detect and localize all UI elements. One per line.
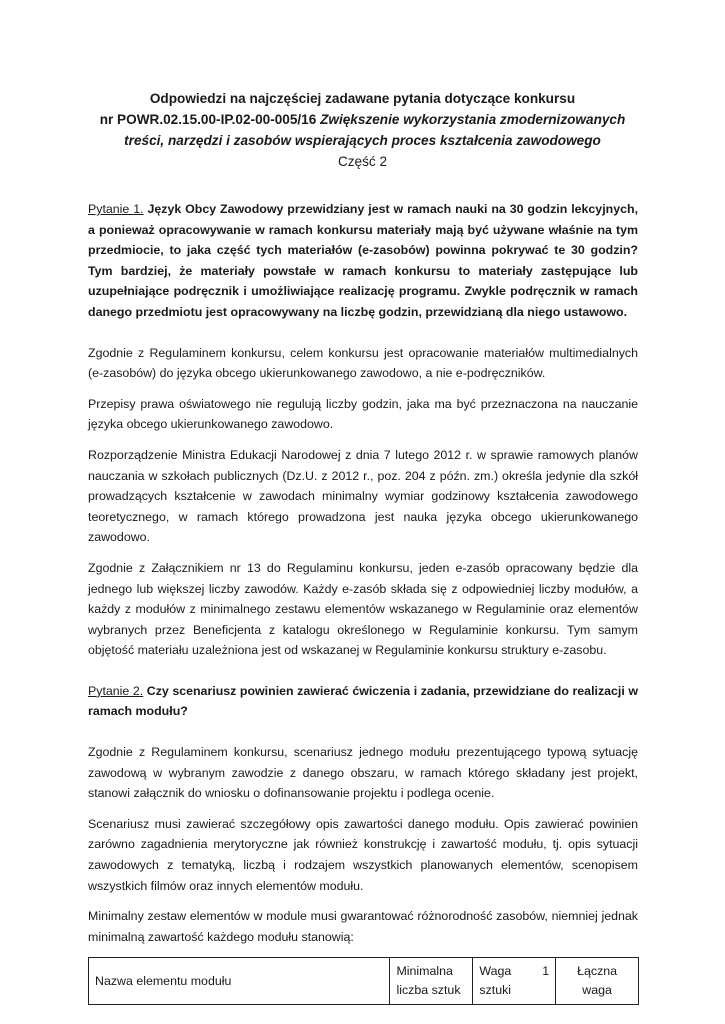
answer-2-paragraph-3: Minimalny zestaw elementów w module musi gwarantować różnorodność zasobów, niemniej jednak minimalną zawartość każdego modułu stanowią:	[88, 909, 638, 944]
header-unit-weight-line-2: sztuki	[479, 983, 512, 998]
header-unit-weight-line-1	[479, 962, 549, 981]
title-part-number: Część 2	[337, 154, 388, 169]
answer-1-paragraph-4: Zgodnie z Załącznikiem nr 13 do Regulaminu konkursu, jeden e-zasób opracowany będzie dla jednego lub większej liczby zawodów. Każdy e-zasób składa się z odpowiedniej liczby modułów, a każdy z modułów z minimalnego zestawu elementów wskazanego w Regulaminie oraz elementów wybranych przez Beneficjenta z katalogu określonego w Regulaminie konkursu. Tym samym objętość materiału uzależniona jest od wskazanej w Regulaminie konkursu struktury e-zasobu.	[88, 560, 638, 658]
header-min-count-line-2: liczba sztuk	[396, 983, 461, 998]
answer-1-paragraph-1: Zgodnie z Regulaminem konkursu, celem konkursu jest opracowanie materiałów multimedialnych (e-zasobów) do języka obcego ukierunkowanego zawodowo, a nie e-podręczników.	[88, 345, 638, 381]
header-min-count	[390, 958, 473, 1005]
module-elements-table	[88, 957, 639, 1005]
title-competition-number: nr POWR.02.15.00-IP.02-00-005/16	[99, 112, 321, 127]
answer-2-paragraph-2: Scenariusz musi zawierać szczegółowy opis zawartości danego modułu. Opis zawierać powinien zarówno zagadnienia merytoryczne jak również konstrukcję i zawartość modułu, tj. opis sytuacji zawodowych z tematyką, liczbą i rodzajem wszystkich planowanych elementów, scenopisem wszystkich filmów oraz innych elementów modułu.	[88, 816, 638, 893]
header-weight-number: 1	[542, 964, 550, 979]
question-1	[88, 199, 638, 323]
answer-2-paragraph-1: Zgodnie z Regulaminem konkursu, scenariusz jednego modułu prezentującego typową sytuację zawodową w wybranym zawodzie z danego obszaru, w ramach którego składany jest projekt, stanowi załącznik do wniosku o dofinansowanie projektu i podlega ocenie.	[88, 745, 638, 801]
title-competition-name-part-1: Zwiększenie wykorzystania zmodernizowanych	[320, 112, 626, 127]
header-element-name: Nazwa elementu modułu	[89, 958, 390, 1005]
question-2-label: Pytanie 2.	[88, 683, 144, 698]
title-line-1: Odpowiedzi na najczęściej zadawane pytania dotyczące konkursu	[149, 91, 576, 106]
document-title	[80, 88, 645, 172]
table-header-row	[89, 958, 639, 1005]
header-min-count-line-1: Minimalna	[396, 964, 453, 979]
question-1-label: Pytanie 1.	[88, 202, 144, 216]
title-line-2	[80, 109, 645, 130]
question-2-text: Czy scenariusz powinien zawierać ćwiczenia i zadania, przewidziane do realizacji w ramach modułu?	[88, 683, 638, 719]
header-unit-weight	[473, 958, 556, 1005]
answer-1-paragraph-2: Przepisy prawa oświatowego nie regulują liczby godzin, jaka ma być przeznaczona na nauczanie języka obcego ukierunkowanego zawodowo.	[88, 396, 638, 432]
header-total-weight: Łączna waga	[556, 958, 639, 1005]
question-1-text: Język Obcy Zawodowy przewidziany jest w ramach nauki na 30 godzin lekcyjnych, a ponieważ opracowywanie w ramach konkursu materiały mają być używane właśnie na tym przedmiocie, to jaka część tych materiałów (e-zasobów) powinna pokrywać te 30 godzin? Tym bardziej, że materiały powstałe w ramach konkursu to materiały zastępujące lub uzupełniające podręcznik i umożliwiające realizację programu. Zwykle podręcznik w ramach danego przedmiotu jest opracowywany na liczbę godzin, przewidzianą dla niego ustawowo.	[88, 202, 639, 319]
header-weight-label: Waga	[479, 964, 512, 979]
question-2	[88, 681, 638, 722]
document-body	[88, 199, 638, 1005]
answer-1-paragraph-3: Rozporządzenie Ministra Edukacji Narodowej z dnia 7 lutego 2012 r. w sprawie ramowych planów nauczania w szkołach publicznych (Dz.U. z 2012 r., poz. 204 z późn. zm.) określa jedynie dla szkół prowadzących kształcenie w zawodach minimalny wymiar godzinowy kształcenia zawodowego teoretycznego, w ramach którego prowadzona jest nauka języka obcego ukierunkowanego zawodowo.	[88, 447, 638, 545]
title-competition-name-part-2: treści, narzędzi i zasobów wspierających proces kształcenia zawodowego	[124, 133, 601, 148]
